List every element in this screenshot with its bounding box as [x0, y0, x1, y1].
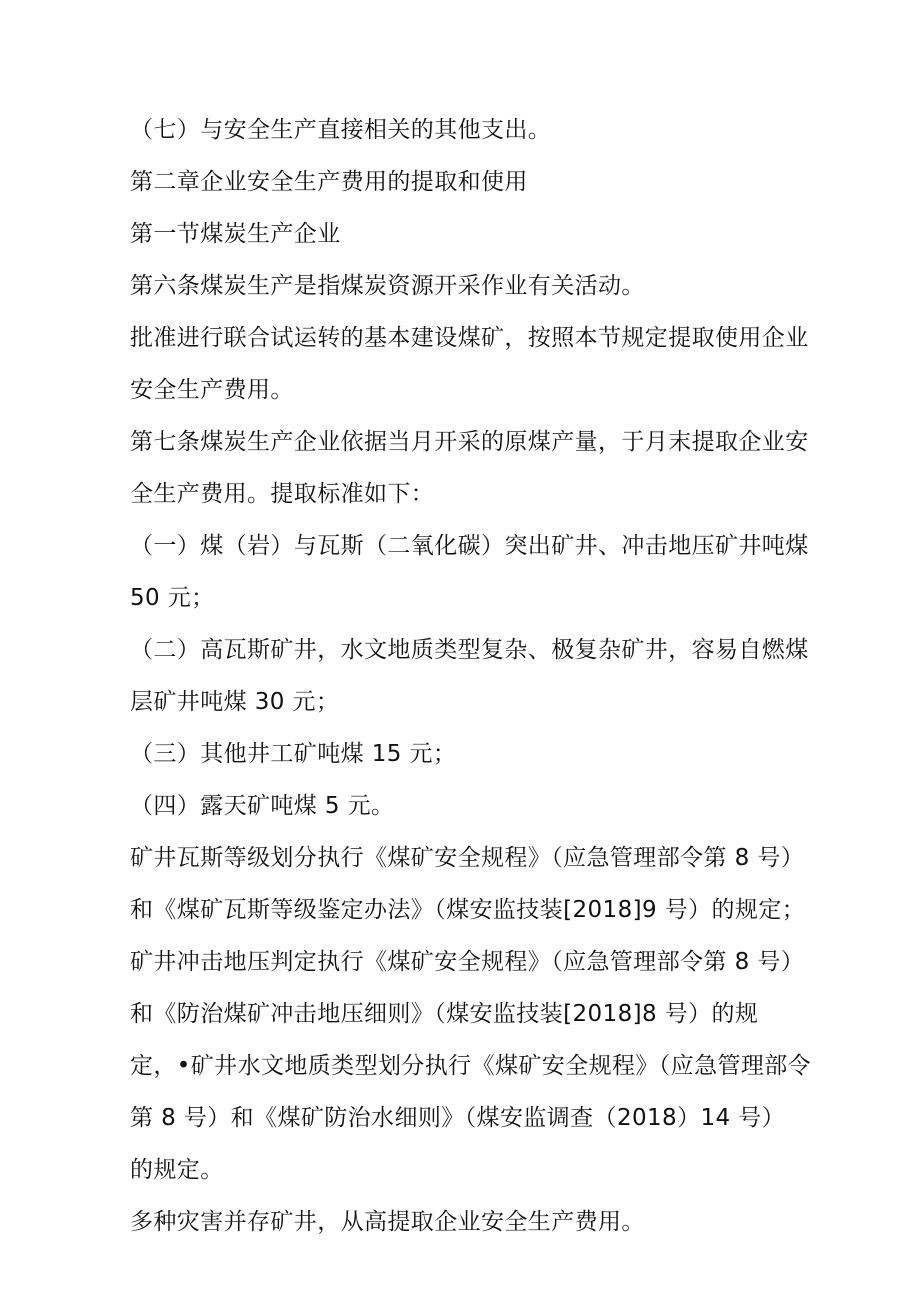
text-line: 多种灾害并存矿井，从高提取企业安全生产费用。	[130, 1209, 645, 1235]
text-line: （四）露天矿吨煤 5 元。	[130, 793, 395, 819]
text-line: 和《防治煤矿冲击地压细则》（煤安监技装[2018]8 号）的规	[130, 1001, 759, 1027]
text-line: （三）其他井工矿吨煤 15 元；	[130, 741, 457, 767]
text-line: 矿井冲击地压判定执行《煤矿安全规程》（应急管理部令第 8 号）	[130, 949, 805, 975]
text-line: 安全生产费用。	[130, 377, 294, 403]
text-line: 的规定。	[130, 1157, 224, 1183]
text-line: （一）煤（岩）与瓦斯（二氧化碳）突出矿井、冲击地压矿井吨煤	[130, 533, 809, 559]
text-line: 和《煤矿瓦斯等级鉴定办法》（煤安监技装[2018]9 号）的规定；	[130, 897, 806, 923]
chapter-heading: 第二章企业安全生产费用的提取和使用	[130, 169, 528, 195]
text-line: 50 元；	[130, 585, 215, 611]
text-line: 层矿井吨煤 30 元；	[130, 689, 340, 715]
text-line: 批准进行联合试运转的基本建设煤矿，按照本节规定提取使用企业	[130, 325, 809, 351]
text-line: 第六条煤炭生产是指煤炭资源开采作业有关活动。	[130, 273, 645, 299]
document-body	[130, 104, 810, 1248]
text-line: （二）高瓦斯矿井，水文地质类型复杂、极复杂矿井，容易自燃煤	[130, 637, 809, 663]
text-line: 定，•矿井水文地质类型划分执行《煤矿安全规程》（应急管理部令	[130, 1053, 812, 1079]
section-heading: 第一节煤炭生产企业	[130, 221, 341, 247]
text-line: 第 8 号）和《煤矿防治水细则》（煤安监调查（2018）14 号）	[130, 1105, 786, 1131]
text-line: 第七条煤炭生产企业依据当月开采的原煤产量，于月末提取企业安	[130, 429, 809, 455]
text-line: 矿井瓦斯等级划分执行《煤矿安全规程》（应急管理部令第 8 号）	[130, 845, 805, 871]
text-line: 全生产费用。提取标准如下：	[130, 481, 435, 507]
text-line: （七）与安全生产直接相关的其他支出。	[130, 117, 552, 143]
